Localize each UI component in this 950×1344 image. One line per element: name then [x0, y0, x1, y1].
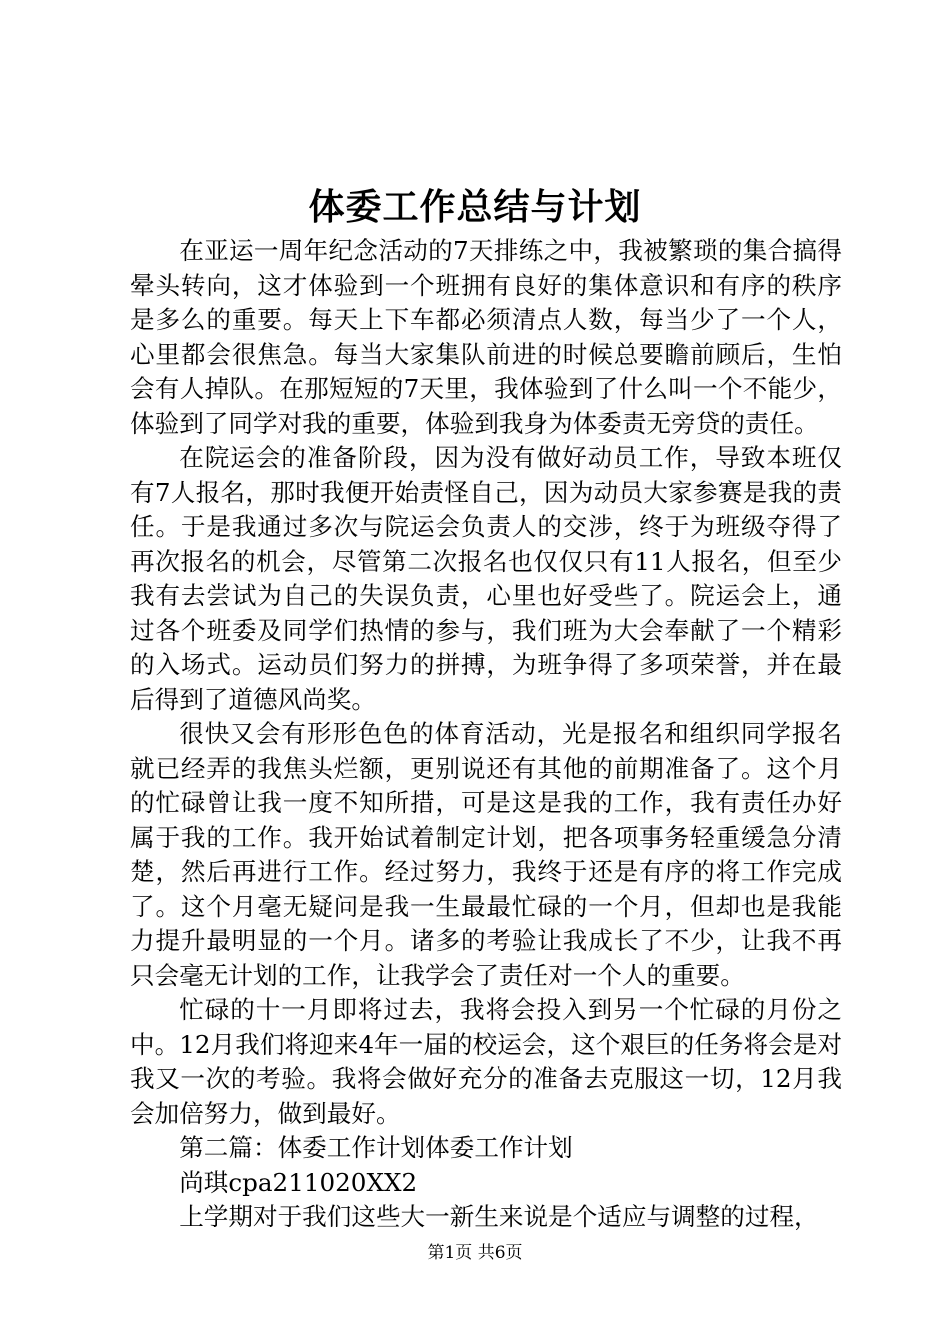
paragraph-3: 很快又会有形形色色的体育活动，光是报名和组织同学报名就已经弄的我焦头烂额，更别说还有其他的前期准备了。这个月的忙碌曾让我一度不知所措，可是这是我的工作，我有责任办好属于我的工作。我开始试着制定计划，把各项事务轻重缓急分清楚，然后再进行工作。经过努力，我终于还是有序的将工作完成了。这个月毫无疑问是我一生最最忙碌的一个月，但却也是我能力提升最明显的一个月。诸多的考验让我成长了不少，让我不再只会毫无计划的工作，让我学会了责任对一个人的重要。 [130, 719, 842, 990]
paragraph-4: 忙碌的十一月即将过去，我将会投入到另一个忙碌的月份之中。12月我们将迎来4年一届的校运会，这个艰巨的任务将会是对我又一次的考验。我将会做好充分的准备去克服这一切，12月我会加倍努力，做到最好。 [130, 995, 842, 1128]
paragraph-5: 上学期对于我们这些大一新生来说是个适应与调整的过程， [179, 1202, 819, 1231]
paragraph-1: 在亚运一周年纪念活动的7天排练之中，我被繁琐的集合搞得晕头转向，这才体验到一个班拥有良好的集体意识和有序的秩序是多么的重要。每天上下车都必须清点人数，每当少了一个人，心里都会很焦急。每当大家集队前进的时候总要瞻前顾后，生怕会有人掉队。在那短短的7天里，我体验到了什么叫一个不能少，体验到了同学对我的重要，体验到我身为体委责无旁贷的责任。 [130, 236, 842, 438]
paragraph-2: 在院运会的准备阶段，因为没有做好动员工作，导致本班仅有7人报名，那时我便开始责怪自己，因为动员大家参赛是我的责任。于是我通过多次与院运会负责人的交涉，终于为班级夺得了再次报名的机会，尽管第二次报名也仅仅只有11人报名，但至少我有去尝试为自己的失误负责，心里也好受些了。院运会上，通过各个班委及同学们热情的参与，我们班为大会奉献了一个精彩的入场式。运动员们努力的拼搏，为班争得了多项荣誉，并在最后得到了道德风尚奖。 [130, 443, 842, 714]
page-footer: 第1页 共6页 [427, 1243, 523, 1263]
document-body [130, 234, 842, 1235]
document-title: 体委工作总结与计划 [308, 187, 642, 228]
author-line: 尚琪cpa211020XX2 [179, 1167, 418, 1197]
section-heading: 第二篇：体委工作计划体委工作计划 [179, 1133, 573, 1162]
